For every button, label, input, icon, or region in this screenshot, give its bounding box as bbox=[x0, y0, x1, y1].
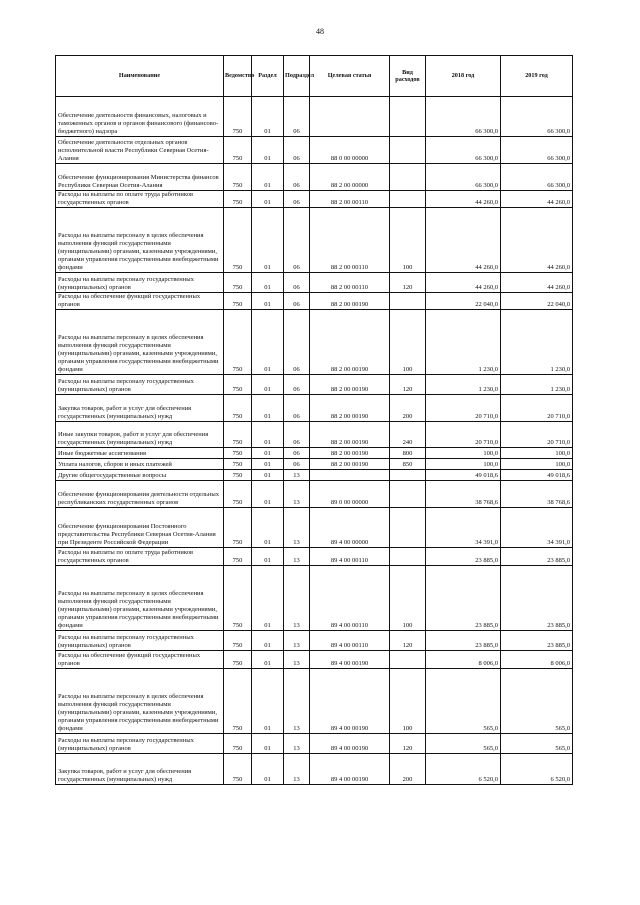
cell-vedomstvo: 750 bbox=[224, 395, 252, 422]
cell-celevaya-statya: 88 2 00 00190 bbox=[310, 375, 390, 395]
cell-celevaya-statya: 89 4 00 00190 bbox=[310, 651, 390, 669]
cell-name: Обеспечение функционирования Постоянного представительства Республики Северная Осетия-Алания при Президенте Российской Федерации bbox=[56, 508, 224, 548]
cell-year-2018: 66 300,0 bbox=[426, 137, 501, 164]
cell-celevaya-statya: 89 0 00 00000 bbox=[310, 481, 390, 508]
table-row bbox=[56, 395, 573, 422]
cell-vedomstvo: 750 bbox=[224, 208, 252, 273]
cell-name: Другие общегосударственные вопросы bbox=[56, 470, 224, 481]
table-row bbox=[56, 651, 573, 669]
table-row bbox=[56, 566, 573, 631]
cell-celevaya-statya: 88 2 00 00110 bbox=[310, 191, 390, 208]
cell-vid-rashodov: 120 bbox=[390, 273, 426, 293]
cell-vedomstvo: 750 bbox=[224, 470, 252, 481]
cell-year-2019: 49 018,6 bbox=[501, 470, 573, 481]
table-row bbox=[56, 448, 573, 459]
cell-vid-rashodov bbox=[390, 651, 426, 669]
cell-year-2018: 44 260,0 bbox=[426, 191, 501, 208]
budget-table bbox=[55, 55, 573, 785]
cell-year-2019: 100,0 bbox=[501, 459, 573, 470]
cell-razdel: 01 bbox=[252, 137, 284, 164]
cell-vedomstvo: 750 bbox=[224, 734, 252, 754]
cell-vid-rashodov bbox=[390, 293, 426, 310]
cell-year-2018: 23 885,0 bbox=[426, 631, 501, 651]
cell-name: Расходы на выплаты персоналу в целях обеспечения выполнения функций государственными (муниципальными) органами, казенными учреждениями, органами управления государственными внебюджетными фондами bbox=[56, 669, 224, 734]
cell-razdel: 01 bbox=[252, 448, 284, 459]
cell-vedomstvo: 750 bbox=[224, 508, 252, 548]
cell-vid-rashodov: 120 bbox=[390, 734, 426, 754]
cell-razdel: 01 bbox=[252, 566, 284, 631]
cell-vedomstvo: 750 bbox=[224, 422, 252, 448]
cell-celevaya-statya: 88 2 00 00000 bbox=[310, 164, 390, 191]
cell-podrazdel: 13 bbox=[284, 734, 310, 754]
cell-name: Расходы на выплаты персоналу государственных (муниципальных) органов bbox=[56, 375, 224, 395]
cell-vedomstvo: 750 bbox=[224, 310, 252, 375]
cell-podrazdel: 06 bbox=[284, 422, 310, 448]
cell-razdel: 01 bbox=[252, 310, 284, 375]
table-row bbox=[56, 508, 573, 548]
cell-vid-rashodov: 100 bbox=[390, 566, 426, 631]
cell-vid-rashodov bbox=[390, 548, 426, 566]
cell-year-2018: 6 520,0 bbox=[426, 754, 501, 785]
cell-year-2019: 1 230,0 bbox=[501, 375, 573, 395]
table-row bbox=[56, 375, 573, 395]
cell-celevaya-statya: 88 2 00 00190 bbox=[310, 310, 390, 375]
cell-vedomstvo: 750 bbox=[224, 548, 252, 566]
cell-year-2018: 20 710,0 bbox=[426, 395, 501, 422]
cell-podrazdel: 06 bbox=[284, 273, 310, 293]
cell-celevaya-statya: 88 2 00 00190 bbox=[310, 422, 390, 448]
cell-vedomstvo: 750 bbox=[224, 459, 252, 470]
cell-razdel: 01 bbox=[252, 631, 284, 651]
cell-vedomstvo: 750 bbox=[224, 754, 252, 785]
cell-razdel: 01 bbox=[252, 422, 284, 448]
cell-celevaya-statya: 88 0 00 00000 bbox=[310, 137, 390, 164]
table-row bbox=[56, 293, 573, 310]
cell-name: Расходы на выплаты персоналу в целях обеспечения выполнения функций государственными (муниципальными) органами, казенными учреждениями, органами управления государственными внебюджетными фондами bbox=[56, 310, 224, 375]
cell-name: Расходы на выплаты персоналу государственных (муниципальных) органов bbox=[56, 273, 224, 293]
cell-celevaya-statya bbox=[310, 470, 390, 481]
table-row bbox=[56, 273, 573, 293]
cell-razdel: 01 bbox=[252, 164, 284, 191]
cell-year-2018: 8 006,0 bbox=[426, 651, 501, 669]
cell-razdel: 01 bbox=[252, 375, 284, 395]
cell-podrazdel: 06 bbox=[284, 293, 310, 310]
cell-podrazdel: 06 bbox=[284, 448, 310, 459]
cell-razdel: 01 bbox=[252, 97, 284, 137]
cell-year-2018: 44 260,0 bbox=[426, 273, 501, 293]
cell-razdel: 01 bbox=[252, 481, 284, 508]
header-razdel: Раздел bbox=[252, 56, 284, 97]
cell-name: Иные бюджетные ассигнования bbox=[56, 448, 224, 459]
cell-name: Иные закупки товаров, работ и услуг для обеспечения государственных (муниципальных) нужд bbox=[56, 422, 224, 448]
table-row bbox=[56, 459, 573, 470]
table-row bbox=[56, 631, 573, 651]
table-row bbox=[56, 481, 573, 508]
cell-name: Обеспечение функционирования Министерства финансов Республики Северная Осетия-Алания bbox=[56, 164, 224, 191]
cell-name: Уплата налогов, сборов и иных платежей bbox=[56, 459, 224, 470]
cell-vedomstvo: 750 bbox=[224, 137, 252, 164]
cell-podrazdel: 13 bbox=[284, 631, 310, 651]
cell-vid-rashodov bbox=[390, 508, 426, 548]
cell-year-2019: 44 260,0 bbox=[501, 191, 573, 208]
cell-year-2019: 66 300,0 bbox=[501, 137, 573, 164]
cell-celevaya-statya: 89 4 00 00110 bbox=[310, 631, 390, 651]
cell-razdel: 01 bbox=[252, 293, 284, 310]
table-row bbox=[56, 97, 573, 137]
table-row bbox=[56, 310, 573, 375]
cell-podrazdel: 06 bbox=[284, 191, 310, 208]
cell-razdel: 01 bbox=[252, 395, 284, 422]
cell-vedomstvo: 750 bbox=[224, 164, 252, 191]
cell-name: Расходы на выплаты персоналу в целях обеспечения выполнения функций государственными (муниципальными) органами, казенными учреждениями, органами управления государственными внебюджетными фондами bbox=[56, 566, 224, 631]
cell-podrazdel: 06 bbox=[284, 208, 310, 273]
cell-year-2018: 66 300,0 bbox=[426, 164, 501, 191]
table-row bbox=[56, 422, 573, 448]
cell-year-2018: 66 300,0 bbox=[426, 97, 501, 137]
cell-podrazdel: 06 bbox=[284, 97, 310, 137]
table-row bbox=[56, 191, 573, 208]
header-podrazdel: Подраздел bbox=[284, 56, 310, 97]
cell-razdel: 01 bbox=[252, 470, 284, 481]
cell-year-2019: 1 230,0 bbox=[501, 310, 573, 375]
cell-name: Обеспечение функционирования деятельности отдельных республиканских государственных органов bbox=[56, 481, 224, 508]
cell-vid-rashodov bbox=[390, 470, 426, 481]
cell-year-2019: 38 768,6 bbox=[501, 481, 573, 508]
cell-vid-rashodov: 100 bbox=[390, 669, 426, 734]
header-vedomstvo: Ведомство bbox=[224, 56, 252, 97]
cell-podrazdel: 06 bbox=[284, 459, 310, 470]
cell-vedomstvo: 750 bbox=[224, 191, 252, 208]
cell-vid-rashodov: 120 bbox=[390, 631, 426, 651]
cell-year-2019: 44 260,0 bbox=[501, 208, 573, 273]
cell-year-2019: 34 391,0 bbox=[501, 508, 573, 548]
cell-name: Расходы на обеспечение функций государственных органов bbox=[56, 293, 224, 310]
cell-year-2018: 1 230,0 bbox=[426, 310, 501, 375]
cell-vid-rashodov: 200 bbox=[390, 754, 426, 785]
cell-year-2019: 6 520,0 bbox=[501, 754, 573, 785]
cell-celevaya-statya: 88 2 00 00110 bbox=[310, 208, 390, 273]
cell-vid-rashodov bbox=[390, 481, 426, 508]
cell-podrazdel: 13 bbox=[284, 481, 310, 508]
cell-celevaya-statya: 88 2 00 00190 bbox=[310, 293, 390, 310]
cell-vedomstvo: 750 bbox=[224, 651, 252, 669]
cell-vedomstvo: 750 bbox=[224, 375, 252, 395]
cell-name: Закупка товаров, работ и услуг для обеспечения государственных (муниципальных) нужд bbox=[56, 754, 224, 785]
cell-celevaya-statya: 88 2 00 00110 bbox=[310, 273, 390, 293]
cell-name: Расходы на обеспечение функций государственных органов bbox=[56, 651, 224, 669]
cell-year-2019: 565,0 bbox=[501, 669, 573, 734]
table-row bbox=[56, 164, 573, 191]
cell-razdel: 01 bbox=[252, 734, 284, 754]
cell-year-2018: 22 040,0 bbox=[426, 293, 501, 310]
cell-year-2019: 23 885,0 bbox=[501, 566, 573, 631]
cell-razdel: 01 bbox=[252, 273, 284, 293]
cell-year-2018: 23 885,0 bbox=[426, 566, 501, 631]
cell-podrazdel: 06 bbox=[284, 164, 310, 191]
cell-razdel: 01 bbox=[252, 459, 284, 470]
cell-podrazdel: 13 bbox=[284, 754, 310, 785]
cell-razdel: 01 bbox=[252, 669, 284, 734]
cell-year-2019: 20 710,0 bbox=[501, 395, 573, 422]
cell-name: Расходы на выплаты персоналу в целях обеспечения выполнения функций государственными (муниципальными) органами, казенными учреждениями, органами управления государственными внебюджетными фондами bbox=[56, 208, 224, 273]
cell-vid-rashodov: 120 bbox=[390, 375, 426, 395]
cell-celevaya-statya: 89 4 00 00000 bbox=[310, 508, 390, 548]
cell-name: Расходы на выплаты по оплате труда работников государственных органов bbox=[56, 548, 224, 566]
cell-year-2018: 565,0 bbox=[426, 734, 501, 754]
cell-year-2019: 22 040,0 bbox=[501, 293, 573, 310]
cell-podrazdel: 06 bbox=[284, 395, 310, 422]
header-celevaya-statya: Целевая статья bbox=[310, 56, 390, 97]
cell-vedomstvo: 750 bbox=[224, 293, 252, 310]
table-row bbox=[56, 470, 573, 481]
cell-podrazdel: 13 bbox=[284, 548, 310, 566]
table-row bbox=[56, 754, 573, 785]
cell-podrazdel: 13 bbox=[284, 470, 310, 481]
cell-podrazdel: 06 bbox=[284, 137, 310, 164]
table-body bbox=[56, 97, 573, 785]
cell-year-2019: 66 300,0 bbox=[501, 164, 573, 191]
cell-razdel: 01 bbox=[252, 191, 284, 208]
cell-vedomstvo: 750 bbox=[224, 448, 252, 459]
table-header-row bbox=[56, 56, 573, 97]
table-row bbox=[56, 669, 573, 734]
cell-year-2019: 44 260,0 bbox=[501, 273, 573, 293]
cell-vedomstvo: 750 bbox=[224, 481, 252, 508]
cell-celevaya-statya: 89 4 00 00190 bbox=[310, 754, 390, 785]
cell-vid-rashodov: 850 bbox=[390, 459, 426, 470]
cell-name: Закупка товаров, работ и услуг для обеспечения государственных (муниципальных) нужд bbox=[56, 395, 224, 422]
cell-vedomstvo: 750 bbox=[224, 273, 252, 293]
cell-year-2018: 23 885,0 bbox=[426, 548, 501, 566]
cell-razdel: 01 bbox=[252, 548, 284, 566]
cell-year-2019: 565,0 bbox=[501, 734, 573, 754]
cell-year-2018: 20 710,0 bbox=[426, 422, 501, 448]
cell-year-2018: 49 018,6 bbox=[426, 470, 501, 481]
cell-year-2018: 1 230,0 bbox=[426, 375, 501, 395]
cell-podrazdel: 13 bbox=[284, 669, 310, 734]
cell-name: Расходы на выплаты персоналу государственных (муниципальных) органов bbox=[56, 734, 224, 754]
cell-vid-rashodov: 240 bbox=[390, 422, 426, 448]
table-row bbox=[56, 137, 573, 164]
cell-year-2018: 44 260,0 bbox=[426, 208, 501, 273]
cell-year-2019: 100,0 bbox=[501, 448, 573, 459]
cell-celevaya-statya: 89 4 00 00110 bbox=[310, 566, 390, 631]
table-row bbox=[56, 734, 573, 754]
cell-vedomstvo: 750 bbox=[224, 669, 252, 734]
header-vid-rashodov: Вид расходов bbox=[390, 56, 426, 97]
cell-year-2019: 23 885,0 bbox=[501, 631, 573, 651]
cell-vid-rashodov bbox=[390, 137, 426, 164]
cell-vedomstvo: 750 bbox=[224, 97, 252, 137]
cell-razdel: 01 bbox=[252, 651, 284, 669]
header-year-2019: 2019 год bbox=[501, 56, 573, 97]
cell-year-2019: 20 710,0 bbox=[501, 422, 573, 448]
cell-year-2018: 34 391,0 bbox=[426, 508, 501, 548]
cell-vid-rashodov bbox=[390, 97, 426, 137]
cell-podrazdel: 06 bbox=[284, 310, 310, 375]
cell-podrazdel: 06 bbox=[284, 375, 310, 395]
table-row bbox=[56, 208, 573, 273]
cell-vid-rashodov bbox=[390, 191, 426, 208]
page-number: 48 bbox=[316, 27, 324, 36]
cell-podrazdel: 13 bbox=[284, 508, 310, 548]
cell-year-2018: 100,0 bbox=[426, 448, 501, 459]
cell-vedomstvo: 750 bbox=[224, 631, 252, 651]
table-row bbox=[56, 548, 573, 566]
cell-vid-rashodov: 100 bbox=[390, 310, 426, 375]
cell-vid-rashodov: 800 bbox=[390, 448, 426, 459]
cell-razdel: 01 bbox=[252, 208, 284, 273]
cell-celevaya-statya: 89 4 00 00190 bbox=[310, 734, 390, 754]
cell-celevaya-statya: 89 4 00 00190 bbox=[310, 669, 390, 734]
cell-year-2019: 8 006,0 bbox=[501, 651, 573, 669]
cell-celevaya-statya: 88 2 00 00190 bbox=[310, 395, 390, 422]
cell-podrazdel: 13 bbox=[284, 566, 310, 631]
cell-year-2019: 23 885,0 bbox=[501, 548, 573, 566]
cell-name: Обеспечение деятельности отдельных органов исполнительной власти Республики Северная Осетия-Алания bbox=[56, 137, 224, 164]
cell-name: Расходы на выплаты по оплате труда работников государственных органов bbox=[56, 191, 224, 208]
header-name: Наименование bbox=[56, 56, 224, 97]
cell-celevaya-statya: 88 2 00 00190 bbox=[310, 459, 390, 470]
header-year-2018: 2018 год bbox=[426, 56, 501, 97]
cell-year-2018: 565,0 bbox=[426, 669, 501, 734]
cell-name: Обеспечение деятельности финансовых, налоговых и таможенных органов и органов финансового (финансово-бюджетного) надзора bbox=[56, 97, 224, 137]
cell-vid-rashodov bbox=[390, 164, 426, 191]
cell-celevaya-statya bbox=[310, 97, 390, 137]
cell-vid-rashodov: 100 bbox=[390, 208, 426, 273]
cell-year-2019: 66 300,0 bbox=[501, 97, 573, 137]
cell-celevaya-statya: 88 2 00 00190 bbox=[310, 448, 390, 459]
cell-year-2018: 38 768,6 bbox=[426, 481, 501, 508]
cell-year-2018: 100,0 bbox=[426, 459, 501, 470]
cell-name: Расходы на выплаты персоналу государственных (муниципальных) органов bbox=[56, 631, 224, 651]
cell-vedomstvo: 750 bbox=[224, 566, 252, 631]
cell-razdel: 01 bbox=[252, 754, 284, 785]
cell-celevaya-statya: 89 4 00 00110 bbox=[310, 548, 390, 566]
cell-vid-rashodov: 200 bbox=[390, 395, 426, 422]
cell-podrazdel: 13 bbox=[284, 651, 310, 669]
cell-razdel: 01 bbox=[252, 508, 284, 548]
